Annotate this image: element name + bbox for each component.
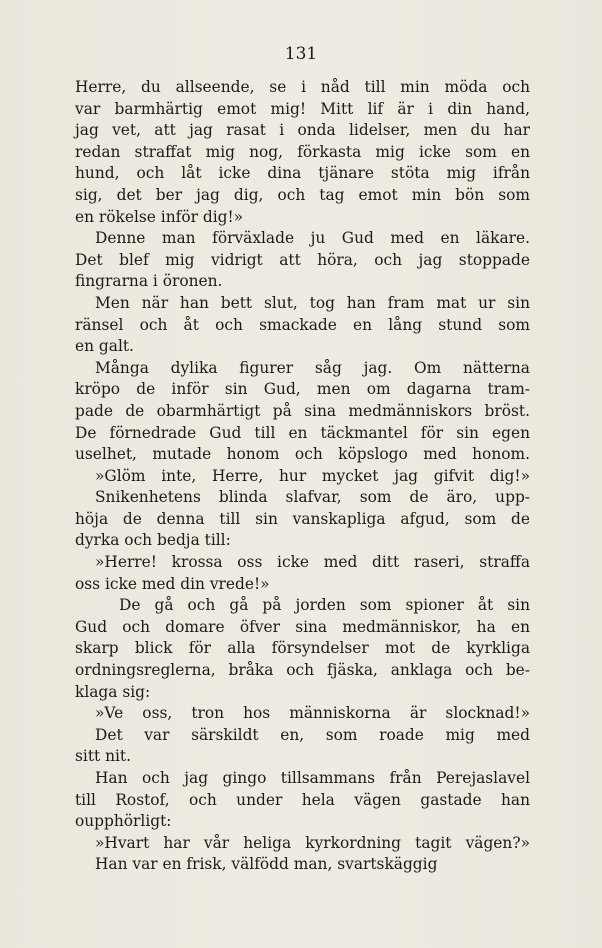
text-line: fingrarna i öronen.: [75, 272, 223, 291]
text-line: kröpo de inför sin Gud, men om dagarna tram-: [75, 380, 530, 399]
text-line: Det blef mig vidrigt att höra, och jag stoppade: [75, 250, 530, 269]
text-line: till Rostof, och under hela vägen gastade han: [75, 790, 530, 809]
text-line: Herre, du allseende, se i nåd till min möda och: [75, 78, 530, 96]
text-line: skarp blick för alla försyndelser mot de kyrkliga: [75, 639, 530, 658]
text-line: Han var en frisk, välfödd man, svartskäggig: [95, 855, 438, 874]
text-line: »Herre! krossa oss icke med ditt raseri, straffa: [95, 553, 530, 572]
text-line: Snikenhetens blinda slafvar, som de äro, upp-: [95, 488, 530, 507]
text-line: »Glöm inte, Herre, hur mycket jag gifvit dig!»: [95, 466, 530, 485]
text-line: dyrka och bedja till:: [75, 531, 231, 550]
text-line: »Ve oss, tron hos människorna är slocknad!»: [95, 704, 530, 723]
text-line: pade de obarmhärtigt på sina medmänniskors bröst.: [75, 401, 530, 420]
text-line: redan straffat mig nog, förkasta mig icke som en: [75, 142, 530, 161]
text-line: De gå och gå på jorden som spioner åt sin: [119, 596, 530, 615]
text-line: uselhet, mutade honom och köpslogo med honom.: [75, 445, 530, 464]
text-line: Det var särskildt en, som roade mig med: [95, 725, 530, 744]
text-line: ränsel och åt och smackade en lång stund som: [75, 315, 530, 334]
text-line: oupphörligt:: [75, 812, 172, 831]
text-line: »Hvart har vår heliga kyrkordning tagit vägen?»: [95, 833, 530, 852]
text-line: klaga sig:: [75, 682, 151, 701]
text-line: De förnedrade Gud till en täckmantel för sin egen: [75, 423, 530, 442]
text-line: Många dylika figurer såg jag. Om nätterna: [95, 358, 530, 377]
page-number: 131: [284, 44, 318, 64]
text-line: sig, det ber jag dig, och tag emot min bön som: [75, 185, 530, 204]
text-line: en galt.: [75, 337, 134, 356]
text-line: Denne man förväxlade ju Gud med en läkare.: [95, 229, 530, 248]
text-line: Gud och domare öfver sina medmänniskor, ha en: [75, 617, 530, 636]
text-line: en rökelse inför dig!»: [75, 207, 244, 226]
text-line: var barmhärtig emot mig! Mitt lif är i din hand,: [75, 99, 530, 118]
text-line: ordningsreglerna, bråka och fjäska, anklaga och be-: [75, 661, 530, 680]
text-line: jag vet, att jag rasat i onda lidelser, men du har: [75, 121, 530, 140]
body-text: [75, 77, 530, 876]
text-line: oss icke med din vrede!»: [75, 574, 270, 593]
text-line: sitt nit.: [75, 747, 131, 766]
text-line: Han och jag gingo tillsammans från Perejaslavel: [95, 769, 530, 787]
text-line: höja de denna till sin vanskapliga afgud, som de: [75, 509, 530, 528]
text-line: hund, och låt icke dina tjänare stöta mig ifrån: [75, 164, 530, 183]
text-line: Men när han bett slut, tog han fram mat ur sin: [95, 293, 530, 312]
